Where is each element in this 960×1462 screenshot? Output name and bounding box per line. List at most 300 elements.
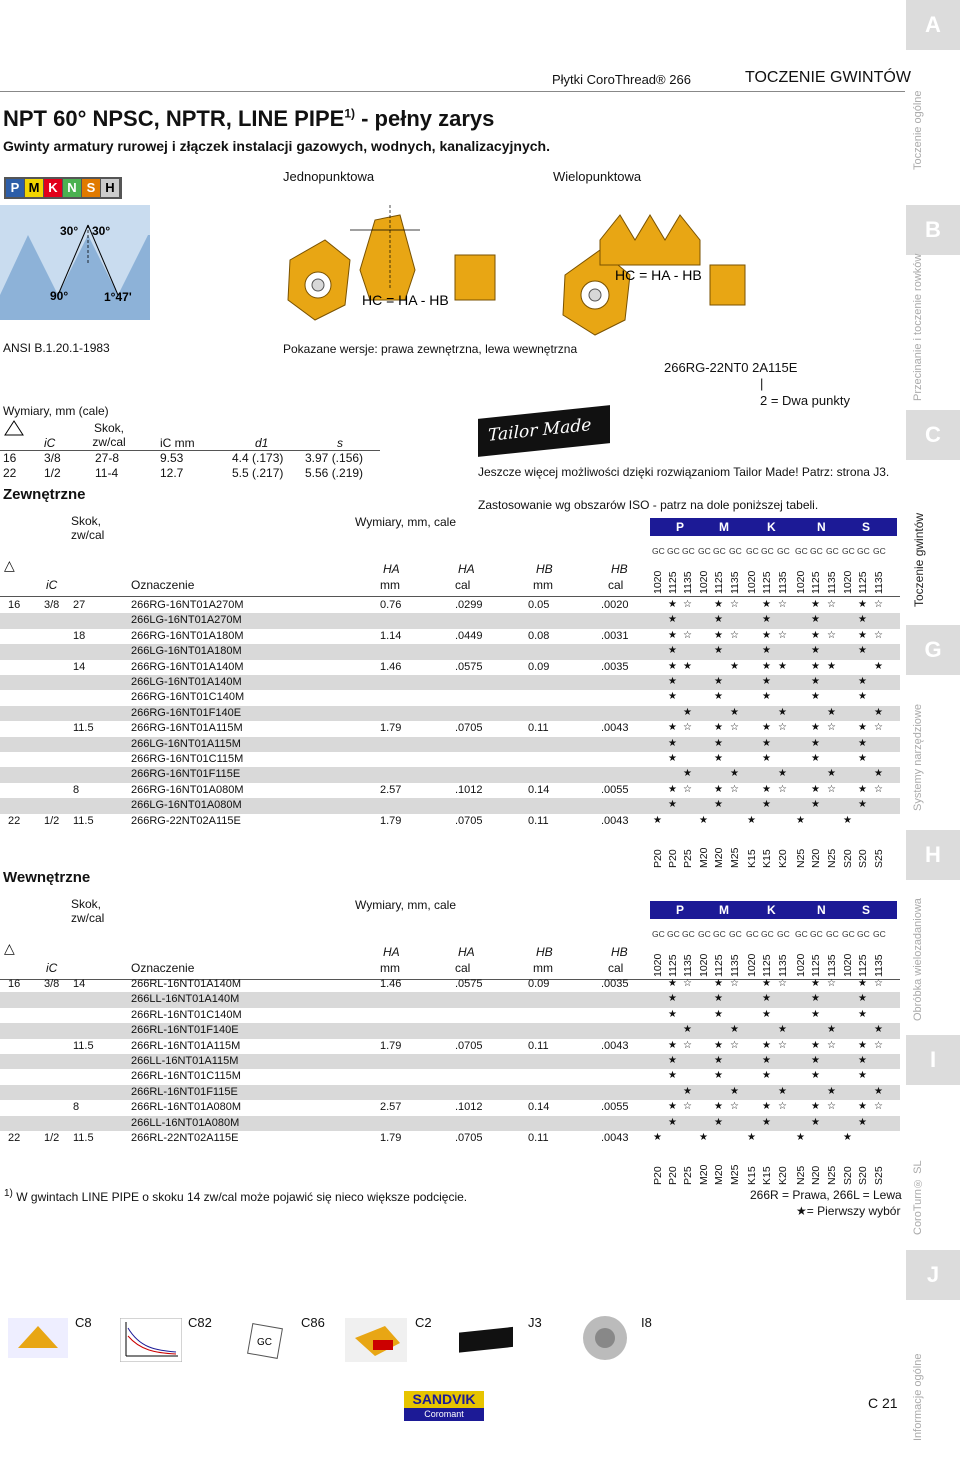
table-row (0, 629, 900, 644)
application-code: N25 (795, 848, 807, 868)
gc-label: GC (873, 546, 886, 556)
footnote-text: W gwintach LINE PIPE o skoku 14 zw/cal może pojawić się nieco większe podcięcie. (16, 1190, 468, 1204)
dims-title: Wymiary, mm (cale) (3, 404, 109, 418)
cell-designation[interactable]: 266RG-22NT02A115E (131, 814, 241, 827)
th-dims: Wymiary, mm, cale (355, 898, 457, 912)
application-code: N20 (810, 848, 822, 868)
table-row (0, 613, 900, 628)
cell-designation[interactable]: 266LG-16NT01A140M (131, 676, 242, 688)
cell-designation[interactable]: 266RG-16NT01A115M (131, 722, 243, 735)
star-icon: ☆ (874, 1039, 883, 1051)
star-icon: ★ (858, 676, 867, 687)
star-icon: ★ (668, 783, 677, 795)
product-line: Płytki CoroThread® 266 (552, 72, 691, 87)
cell-ha-mm: 1.79 (380, 1039, 402, 1052)
brand-sub: Coromant (424, 1409, 464, 1419)
star-icon: ★ (714, 614, 723, 626)
cell-designation[interactable]: 266LG-16NT01A080M (131, 799, 242, 812)
multi-point-insert-drawing (560, 195, 760, 345)
star-icon: ★ (796, 814, 805, 826)
star-icon: ★ (811, 753, 820, 764)
star-icon: ★ (827, 706, 836, 718)
star-icon: ★ (683, 1024, 692, 1036)
th-unit: cal (608, 578, 624, 592)
cell-hb-inch: .0055 (601, 783, 629, 796)
cell-designation[interactable]: 266RL-16NT01A140M (131, 978, 242, 990)
th-unit: mm (533, 578, 553, 592)
star-icon: ☆ (683, 599, 692, 610)
sidebar-label-tooling: Systemy narzędziowe (912, 704, 924, 811)
star-icon: ★ (874, 1024, 883, 1036)
gc-label: GC (810, 546, 823, 556)
grade-label: 1125 (667, 571, 679, 594)
cell-designation[interactable]: 266RG-16NT01C140M (131, 691, 245, 704)
dims-cell: 9.53 (160, 451, 184, 465)
star-icon: ★ (811, 660, 820, 672)
star-icon: ★ (714, 676, 723, 687)
application-code: S20 (842, 1166, 854, 1186)
star-icon: ★ (811, 722, 820, 734)
legend-first-text: = Pierwszy wybór (806, 1204, 901, 1218)
star-icon: ★ (714, 691, 723, 703)
star-icon: ★ (668, 1070, 677, 1082)
gc-label: GC (667, 546, 680, 556)
application-code: M20 (698, 1164, 710, 1186)
gc-label: GC (667, 929, 680, 939)
th-unit: cal (608, 961, 624, 975)
star-icon: ☆ (778, 783, 787, 795)
star-icon: ★ (811, 1039, 820, 1051)
cell-designation[interactable]: 266LG-16NT01A180M (131, 645, 242, 658)
cell-designation[interactable]: 266LG-16NT01A270M (131, 614, 242, 627)
th-designation: Oznaczenie (131, 578, 195, 592)
star-icon: ★ (762, 799, 771, 811)
application-code: S20 (857, 849, 869, 868)
star-icon: ★ (874, 660, 883, 672)
cell-ha-inch: .0705 (455, 814, 483, 827)
cell-designation[interactable]: 266RG-16NT01A180M (131, 629, 244, 642)
table-row (0, 814, 900, 829)
grade-label: 1125 (713, 954, 725, 977)
sidebar-label-coroturn: CoroTurn® SL (912, 1160, 924, 1235)
star-icon: ★ (827, 1085, 836, 1097)
star-icon: ★ (811, 1101, 820, 1113)
cell-designation[interactable]: 266RL-16NT01C140M (131, 1008, 242, 1021)
gc-label: GC (698, 546, 711, 556)
star-icon: ★ (778, 1024, 787, 1036)
star-icon: ★ (762, 783, 771, 795)
table-row (0, 644, 900, 659)
star-icon: ★ (811, 737, 820, 749)
cell-ha-inch: .0705 (455, 1132, 483, 1144)
cell-designation[interactable]: 266RL-16NT01F115E (131, 1085, 238, 1098)
star-icon: ★ (858, 1055, 867, 1066)
application-code: P25 (682, 1166, 694, 1186)
right-sidebar (906, 0, 960, 1462)
star-icon: ★ (714, 599, 723, 610)
cell-hb-inch: .0055 (601, 1101, 629, 1114)
star-icon: ★ (668, 1101, 677, 1113)
cell-designation[interactable]: 266LL-16NT01A140M (131, 993, 240, 1006)
star-icon: ★ (858, 722, 867, 734)
star-icon: ★ (858, 1101, 867, 1113)
dims-cell: 16 (3, 451, 17, 465)
star-icon: ★ (714, 799, 723, 811)
star-icon: ☆ (683, 722, 692, 734)
dims-h-icmm: iC mm (160, 436, 195, 450)
cell-ic-inch: 1/2 (44, 1132, 60, 1144)
cell-ic-inch: 3/8 (44, 599, 60, 611)
cell-ha-inch: .0575 (455, 660, 483, 673)
sidebar-tab-a[interactable] (906, 0, 960, 50)
gc-label: GC (857, 929, 870, 939)
star-icon: ★ (762, 660, 771, 672)
cell-hb-inch: .0031 (601, 629, 629, 642)
grade-label: 1020 (795, 570, 807, 594)
cell-ic-inch: 3/8 (44, 978, 60, 990)
iso-group-label: S (862, 520, 871, 534)
sidebar-tab-c[interactable] (906, 410, 960, 460)
external-title: Zewnętrzne (3, 486, 86, 503)
table-row (0, 1008, 900, 1023)
application-code: N20 (810, 1166, 822, 1186)
gc-label: GC (746, 546, 759, 556)
grade-label: 1135 (873, 954, 885, 977)
table-row (0, 737, 900, 752)
ref-c2[interactable]: C2 (415, 1315, 432, 1330)
star-icon: ★ (762, 1055, 771, 1066)
iso-group-band (650, 901, 897, 919)
cell-designation[interactable]: 266RG-16NT01C115M (131, 753, 244, 765)
formula-single: HC = HA - HB (362, 292, 449, 308)
th-h: HA (383, 562, 400, 576)
cell-designation[interactable]: 266RL-16NT01F140E (131, 1024, 239, 1037)
star-icon: ★ (778, 1085, 787, 1097)
cell-hb-inch: .0043 (601, 722, 629, 735)
application-code: M20 (698, 847, 710, 868)
external-insert-table (0, 510, 905, 870)
cell-designation[interactable]: 266LL-16NT01A115M (131, 1055, 239, 1067)
cell-ha-mm: 1.79 (380, 1132, 402, 1144)
table-row (0, 690, 900, 705)
star-icon: ★ (668, 645, 677, 657)
table-row (0, 977, 900, 992)
cell-ha-inch: .0575 (455, 978, 483, 990)
cell-ha-inch: .1012 (455, 1101, 483, 1114)
grade-label: 1135 (826, 571, 838, 594)
dims-cell: 22 (3, 466, 17, 480)
grade-label: 1020 (746, 953, 758, 977)
star-icon: ★ (714, 993, 723, 1005)
cell-hb-mm: 0.09 (528, 978, 550, 990)
star-icon: ★ (811, 614, 820, 626)
star-icon: ★ (858, 614, 867, 626)
cell-pitch: 8 (73, 783, 80, 796)
gc-label: GC (826, 929, 839, 939)
iso-group-label: K (767, 520, 776, 534)
star-icon: ☆ (730, 599, 739, 610)
grade-label: 1135 (682, 571, 694, 594)
cell-pitch: 14 (73, 978, 86, 990)
star-icon: ★ (668, 993, 677, 1005)
cell-ha-inch: .0299 (455, 599, 483, 611)
cell-hb-mm: 0.08 (528, 629, 550, 642)
star-icon: ★ (699, 1132, 708, 1143)
application-code: P20 (652, 849, 664, 868)
application-code: K20 (777, 1166, 789, 1186)
star-icon: ★ (714, 1055, 723, 1066)
sidebar-tab-h[interactable] (906, 830, 960, 880)
cell-designation[interactable]: 266RL-22NT02A115E (131, 1132, 239, 1144)
svg-text:GC: GC (257, 1337, 272, 1348)
table-row (0, 660, 900, 675)
cell-pitch: 11.5 (73, 814, 94, 827)
table-row (0, 1039, 900, 1054)
cell-pitch: 11.5 (73, 1132, 94, 1144)
star-icon: ★ (811, 599, 820, 610)
dims-cell: 27-8 (95, 451, 120, 465)
cell-ic: 22 (8, 814, 21, 827)
cell-designation[interactable]: 266RL-16NT01C115M (131, 1070, 241, 1083)
star-icon: ☆ (683, 1039, 692, 1051)
star-icon: ★ (714, 737, 723, 749)
dims-cell: 12.7 (160, 466, 184, 480)
single-point-insert-drawing (280, 200, 505, 335)
grade-label: 1135 (729, 954, 741, 977)
grade-label: 1020 (652, 570, 664, 594)
th-h: HB (611, 945, 628, 959)
table-row (0, 1100, 900, 1115)
angle-right-label: 30° (92, 224, 111, 238)
star-icon: ★ (730, 706, 739, 718)
iso-k: K (44, 179, 62, 197)
star-icon: ★ (762, 1101, 771, 1113)
gc-label: GC (652, 546, 665, 556)
star-icon: ★ (668, 660, 677, 672)
star-icon: ★ (811, 676, 820, 687)
th-h: HB (536, 945, 553, 959)
application-code: P25 (682, 849, 694, 868)
star-icon: ★ (683, 706, 692, 718)
star-icon: ★ (668, 1055, 677, 1066)
grade-label: 1020 (746, 570, 758, 594)
cell-ha-inch: .0449 (455, 629, 483, 642)
star-icon: ★ (858, 1070, 867, 1082)
cell-designation[interactable]: 266LG-16NT01A115M (131, 737, 241, 750)
sidebar-letter: J (926, 1262, 940, 1287)
cell-pitch: 14 (73, 660, 86, 673)
gc-label: GC (713, 546, 726, 556)
star-icon: ★ (858, 599, 867, 610)
star-icon: ★ (762, 1039, 771, 1051)
star-icon: ☆ (730, 1101, 739, 1113)
grade-label: 1020 (698, 570, 710, 594)
cell-hb-mm: 0.14 (528, 783, 550, 796)
application-code: S25 (873, 1166, 885, 1186)
table-row (0, 1116, 900, 1131)
gc-label: GC (729, 929, 742, 939)
cell-ha-mm: 2.57 (380, 1101, 402, 1114)
cell-designation[interactable]: 266RG-16NT01A270M (131, 599, 244, 611)
ref-i8-tool-icon (575, 1310, 635, 1365)
cell-hb-mm: 0.11 (528, 1132, 549, 1144)
grade-label: 1020 (652, 953, 664, 977)
code-meaning: 2 = Dwa punkty (760, 393, 850, 408)
grade-label: 1125 (667, 954, 679, 977)
star-icon: ★ (762, 1070, 771, 1082)
iso-h: H (101, 179, 119, 197)
gc-label: GC (842, 546, 855, 556)
star-icon: ★ (668, 1116, 677, 1128)
star-icon: ★ (668, 691, 677, 703)
star-icon: ☆ (874, 1101, 883, 1113)
star-icon: ★ (668, 1039, 677, 1051)
ref-c8[interactable]: C8 (75, 1315, 92, 1330)
gc-label: GC (873, 929, 886, 939)
cell-ic: 16 (8, 978, 21, 990)
star-icon: ★ (668, 629, 677, 641)
header-rule (0, 596, 900, 597)
star-icon: ★ (714, 645, 723, 657)
star-icon: ☆ (874, 629, 883, 641)
taper-label: 1°47' (104, 290, 132, 304)
star-icon: ★ (811, 1116, 820, 1128)
star-icon: ★ (714, 629, 723, 641)
star-icon: ★ (874, 706, 883, 718)
cell-ic: 16 (8, 599, 21, 611)
page-subtitle: Gwinty armatury rurowej i złączek instalacji gazowych, wodnych, kanalizacyjnych. (3, 138, 550, 154)
cell-ha-mm: 1.14 (380, 629, 402, 642)
cell-hb-inch: .0020 (601, 599, 629, 611)
star-icon: ★ (858, 1008, 867, 1020)
star-icon: ★ (762, 993, 771, 1005)
th-pitch: Skok, zw/cal (71, 514, 105, 542)
th-unit: cal (455, 961, 471, 975)
star-icon: ★ (858, 1039, 867, 1051)
star-icon: ★ (714, 1101, 723, 1113)
page-number: C 21 (868, 1395, 898, 1411)
cell-hb-inch: .0043 (601, 1132, 629, 1144)
star-icon: ★ (762, 753, 771, 764)
cell-ha-mm: 2.57 (380, 783, 402, 796)
cell-designation[interactable]: 266LL-16NT01A080M (131, 1116, 240, 1129)
table-row (0, 992, 900, 1007)
star-icon: ★ (827, 768, 836, 780)
sandvik-logo (404, 1391, 484, 1421)
star-icon: ★ (714, 978, 723, 989)
sidebar-tab-i[interactable] (906, 1035, 960, 1085)
cell-hb-mm: 0.14 (528, 1101, 550, 1114)
table-row (0, 721, 900, 736)
th-ic: iC (46, 578, 58, 592)
star-icon: ☆ (827, 783, 836, 795)
th-triangle-icon: △ (4, 557, 15, 573)
sidebar-label-parting: Przecinanie i toczenie rowków (912, 253, 924, 402)
star-icon: ☆ (683, 783, 692, 795)
application-code: M25 (729, 1164, 741, 1186)
dims-cell: 4.4 (.173) (232, 451, 284, 465)
application-code: M25 (729, 847, 741, 868)
star-icon: ★ (874, 768, 883, 780)
ref-j3[interactable]: J3 (528, 1315, 542, 1330)
table-row (0, 767, 900, 782)
star-icon: ★ (858, 645, 867, 657)
gc-label: GC (777, 929, 790, 939)
table-row (0, 783, 900, 798)
star-icon: ★ (762, 599, 771, 610)
sidebar-tab-j[interactable] (906, 1250, 960, 1300)
star-icon: ★ (714, 1070, 723, 1082)
formula-multi: HC = HA - HB (615, 267, 702, 283)
star-icon: ☆ (827, 978, 836, 989)
star-icon: ☆ (683, 978, 692, 989)
star-icon: ★ (858, 1116, 867, 1128)
cell-hb-mm: 0.09 (528, 660, 550, 673)
code-bar: | (760, 376, 764, 391)
gc-label: GC (682, 929, 695, 939)
star-icon: ★ (811, 645, 820, 657)
dims-cell: 1/2 (44, 466, 61, 480)
star-icon: ★ (778, 660, 787, 672)
cell-pitch: 11.5 (73, 1039, 94, 1052)
sidebar-tab-g[interactable] (906, 625, 960, 675)
grade-label: 1135 (826, 954, 838, 977)
cell-designation[interactable]: 266RL-16NT01A115M (131, 1039, 241, 1052)
title-main: NPT 60° NPSC, NPTR, LINE PIPE (3, 106, 345, 131)
tailor-note: Jeszcze więcej możliwości dzięki rozwiązaniom Tailor Made! Patrz: strona J3. (478, 465, 890, 479)
star-icon: ★ (811, 1055, 820, 1066)
cell-hb-mm: 0.11 (528, 814, 549, 827)
table-row (0, 1131, 900, 1146)
grade-label: 1135 (873, 571, 885, 594)
application-code: P20 (667, 1166, 679, 1186)
table-row (0, 675, 900, 690)
star-icon: ★ (778, 768, 787, 780)
star-icon: ★ (747, 1132, 756, 1143)
star-icon: ★ (762, 645, 771, 657)
star-icon: ★ (668, 737, 677, 749)
star-icon: ★ (762, 614, 771, 626)
cell-designation[interactable]: 266RG-16NT01F140E (131, 706, 242, 719)
star-icon: ★ (714, 1116, 723, 1128)
sidebar-label-info: Informacje ogólne (912, 1353, 924, 1442)
cell-designation[interactable]: 266RG-16NT01A140M (131, 660, 244, 673)
cell-designation[interactable]: 266RG-16NT01F115E (131, 768, 241, 781)
section-title: TOCZENIE GWINTÓW (745, 69, 911, 86)
gc-label: GC (761, 546, 774, 556)
ref-c82[interactable]: C82 (188, 1315, 212, 1330)
ref-c2-insert-icon (345, 1318, 407, 1362)
star-icon: ★ (762, 629, 771, 641)
table-row (0, 1023, 900, 1038)
title-sup: 1) (344, 106, 355, 121)
application-code: K15 (761, 849, 773, 868)
cell-ha-mm: 1.46 (380, 660, 402, 673)
ref-c86[interactable]: C86 (301, 1315, 325, 1330)
cell-designation[interactable]: 266RL-16NT01A080M (131, 1101, 242, 1114)
star-icon: ★ (858, 753, 867, 764)
gc-label: GC (698, 929, 711, 939)
ref-i8[interactable]: I8 (641, 1315, 652, 1330)
iso-group-label: S (862, 903, 871, 917)
cell-designation[interactable]: 266RG-16NT01A080M (131, 783, 244, 796)
th-unit: mm (380, 578, 400, 592)
star-icon: ☆ (730, 722, 739, 734)
application-code: K15 (761, 1166, 773, 1186)
application-code: M20 (713, 847, 725, 868)
th-unit: mm (533, 961, 553, 975)
sidebar-label-threading: Toczenie gwintów (912, 512, 926, 608)
